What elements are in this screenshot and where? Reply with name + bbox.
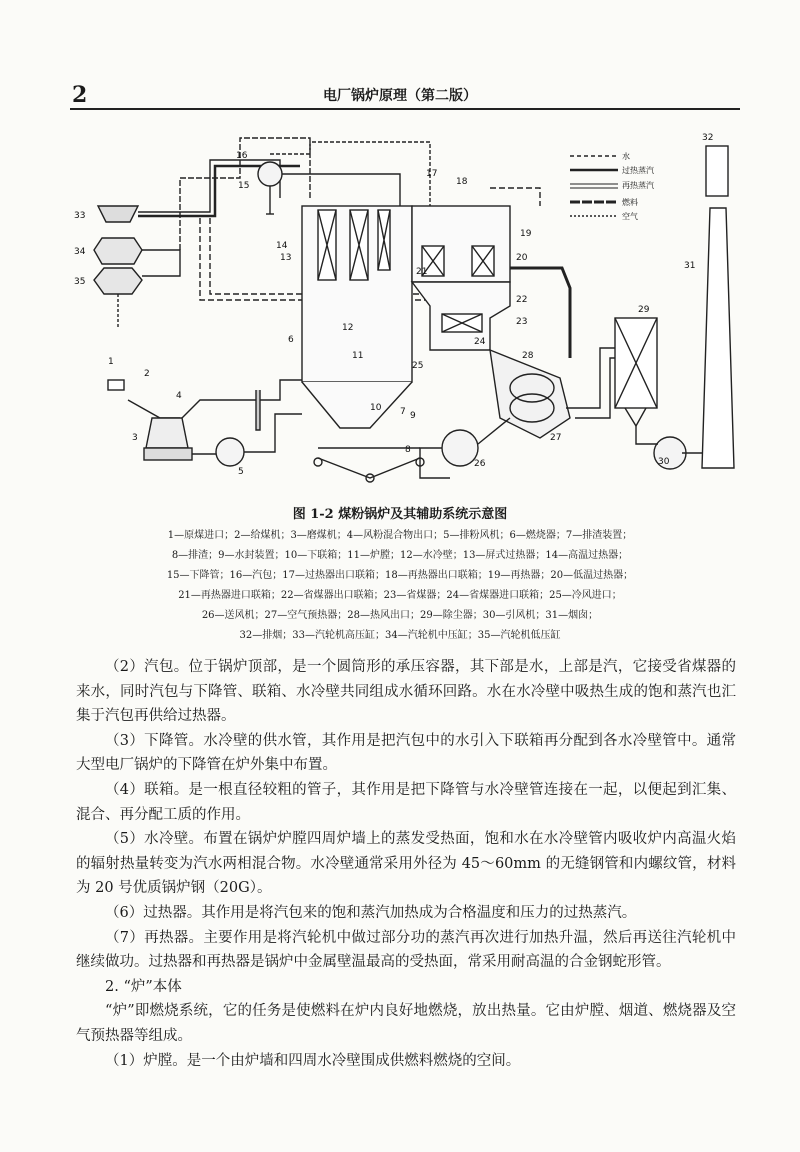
mill bbox=[146, 418, 188, 448]
callout-19: 19 bbox=[520, 229, 532, 239]
callout-18: 18 bbox=[456, 177, 468, 187]
callout-13: 13 bbox=[280, 253, 292, 263]
callout-32: 32 bbox=[702, 133, 714, 143]
callout-16: 16 bbox=[236, 151, 248, 161]
figure-key-line: 8—排渣；9—水封装置；10—下联箱；11—炉膛；12—水冷壁；13—屏式过热器；14—高温过热器； bbox=[171, 550, 629, 561]
boiler-system-diagram bbox=[70, 118, 740, 496]
callout-4: 4 bbox=[176, 391, 182, 401]
figure-key bbox=[100, 526, 700, 646]
turbine-hp bbox=[98, 206, 138, 222]
paragraph-furnace-system: “炉”即燃烧系统，它的任务是使燃料在炉内良好地燃烧，放出热量。它由炉膛、烟道、燃烧器及空气预热器等组成。 bbox=[76, 1003, 736, 1044]
callout-11: 11 bbox=[352, 351, 364, 361]
callout-8: 8 bbox=[405, 445, 411, 455]
section-heading: 2. “炉”本体 bbox=[105, 978, 182, 995]
callout-3: 3 bbox=[132, 433, 138, 443]
callout-1: 1 bbox=[108, 357, 114, 367]
callout-6: 6 bbox=[288, 335, 294, 345]
callout-9: 9 bbox=[410, 411, 416, 421]
callout-26: 26 bbox=[474, 459, 486, 469]
legend-fuel: 燃料 bbox=[622, 198, 638, 207]
turbine-ip bbox=[94, 238, 142, 264]
callout-15: 15 bbox=[238, 181, 250, 191]
legend-reheat-steam: 再热蒸汽 bbox=[622, 181, 654, 190]
callout-17: 17 bbox=[426, 169, 438, 179]
callout-12: 12 bbox=[342, 323, 354, 333]
figure-key-line: 1—原煤进口；2—给煤机；3—磨煤机；4—风粉混合物出口；5—排粉风机；6—燃烧器；7—排渣装置； bbox=[167, 530, 633, 541]
figure-key-line: 26—送风机；27—空气预热器；28—热风出口；29—除尘器；30—引风机；31—烟囱； bbox=[201, 610, 599, 621]
paragraph-downcomer: （3）下降管。水冷壁的供水管，其作用是把汽包中的水引入下联箱再分配到各水冷壁管中。通常大型电厂锅炉的下降管在炉外集中布置。 bbox=[76, 732, 736, 774]
callout-21: 21 bbox=[416, 267, 428, 277]
body-text bbox=[76, 655, 736, 1073]
legend-superheated-steam: 过热蒸汽 bbox=[622, 166, 654, 175]
paragraph-drum: （2）汽包。位于锅炉顶部，是一个圆筒形的承压容器，其下部是水，上部是汽，它接受省煤器的来水，同时汽包与下降管、联箱、水冷壁共同组成水循环回路。水在水冷壁中吸热生成的饱和蒸汽也汇集于汽包再供给过热器。 bbox=[76, 659, 736, 725]
callout-25: 25 bbox=[412, 361, 424, 371]
callout-31: 31 bbox=[684, 261, 696, 271]
callout-2: 2 bbox=[144, 369, 150, 379]
running-head: 电厂锅炉原理（第二版） bbox=[323, 88, 477, 104]
paragraph-water-wall: （5）水冷壁。布置在锅炉炉膛四周炉墙上的蒸发受热面，饱和水在水冷壁管内吸收炉内高温火焰的辐射热量转变为汽水两相混合物。水冷壁通常采用外径为 45～60mm 的无缝钢管和内螺纹管，材料为 20 号优质锅炉钢（20G）。 bbox=[76, 831, 736, 897]
drum bbox=[258, 162, 282, 186]
exhaust-fan bbox=[216, 438, 244, 466]
figure-caption: 图 1-2 煤粉锅炉及其辅助系统示意图 bbox=[292, 507, 508, 522]
callout-5: 5 bbox=[238, 467, 244, 477]
turbine-lp bbox=[94, 268, 142, 294]
header-rule bbox=[70, 108, 740, 110]
paragraph-reheater: （7）再热器。主要作用是将汽轮机中做过部分功的蒸汽再次进行加热升温，然后再送往汽轮机中继续做功。过热器和再热器是锅炉中金属壁温最高的受热面，常采用耐高温的合金钢蛇形管。 bbox=[76, 929, 736, 971]
callout-10: 10 bbox=[370, 403, 382, 413]
callout-30: 30 bbox=[658, 457, 670, 467]
callout-23: 23 bbox=[516, 317, 528, 327]
figure-key-line: 15—下降管；16—汽包；17—过热器出口联箱；18—再热器出口联箱；19—再热器；20—低温过热器； bbox=[166, 570, 634, 581]
callout-28: 28 bbox=[522, 351, 534, 361]
fd-fan bbox=[442, 430, 478, 466]
callout-34: 34 bbox=[74, 247, 86, 257]
callout-27: 27 bbox=[550, 433, 562, 443]
chimney bbox=[702, 208, 734, 468]
figure-key-line: 32—排烟；33—汽轮机高压缸；34—汽轮机中压缸；35—汽轮机低压缸 bbox=[239, 630, 561, 641]
paragraph-superheater: （6）过热器。其作用是将汽包来的饱和蒸汽加热成为合格温度和压力的过热蒸汽。 bbox=[105, 904, 637, 921]
callout-24: 24 bbox=[474, 337, 486, 347]
paragraph-furnace: （1）炉膛。是一个由炉墙和四周水冷壁围成供燃料燃烧的空间。 bbox=[105, 1052, 521, 1069]
legend-air: 空气 bbox=[622, 212, 638, 221]
callout-22: 22 bbox=[516, 295, 528, 305]
page-number: 2 bbox=[72, 82, 88, 108]
callout-14: 14 bbox=[276, 241, 288, 251]
figure-key-line: 21—再热器进口联箱；22—省煤器出口联箱；23—省煤器；24—省煤器进口联箱；25—冷风进口； bbox=[178, 590, 622, 601]
callout-33: 33 bbox=[74, 211, 86, 221]
callout-20: 20 bbox=[516, 253, 528, 263]
callout-7: 7 bbox=[400, 407, 406, 417]
paragraph-header: （4）联箱。是一根直径较粗的管子，其作用是把下降管与水冷壁管连接在一起，以便起到汇集、混合、再分配工质的作用。 bbox=[76, 781, 736, 823]
legend-water: 水 bbox=[622, 152, 630, 161]
callout-29: 29 bbox=[638, 305, 650, 315]
callout-35: 35 bbox=[74, 277, 86, 287]
